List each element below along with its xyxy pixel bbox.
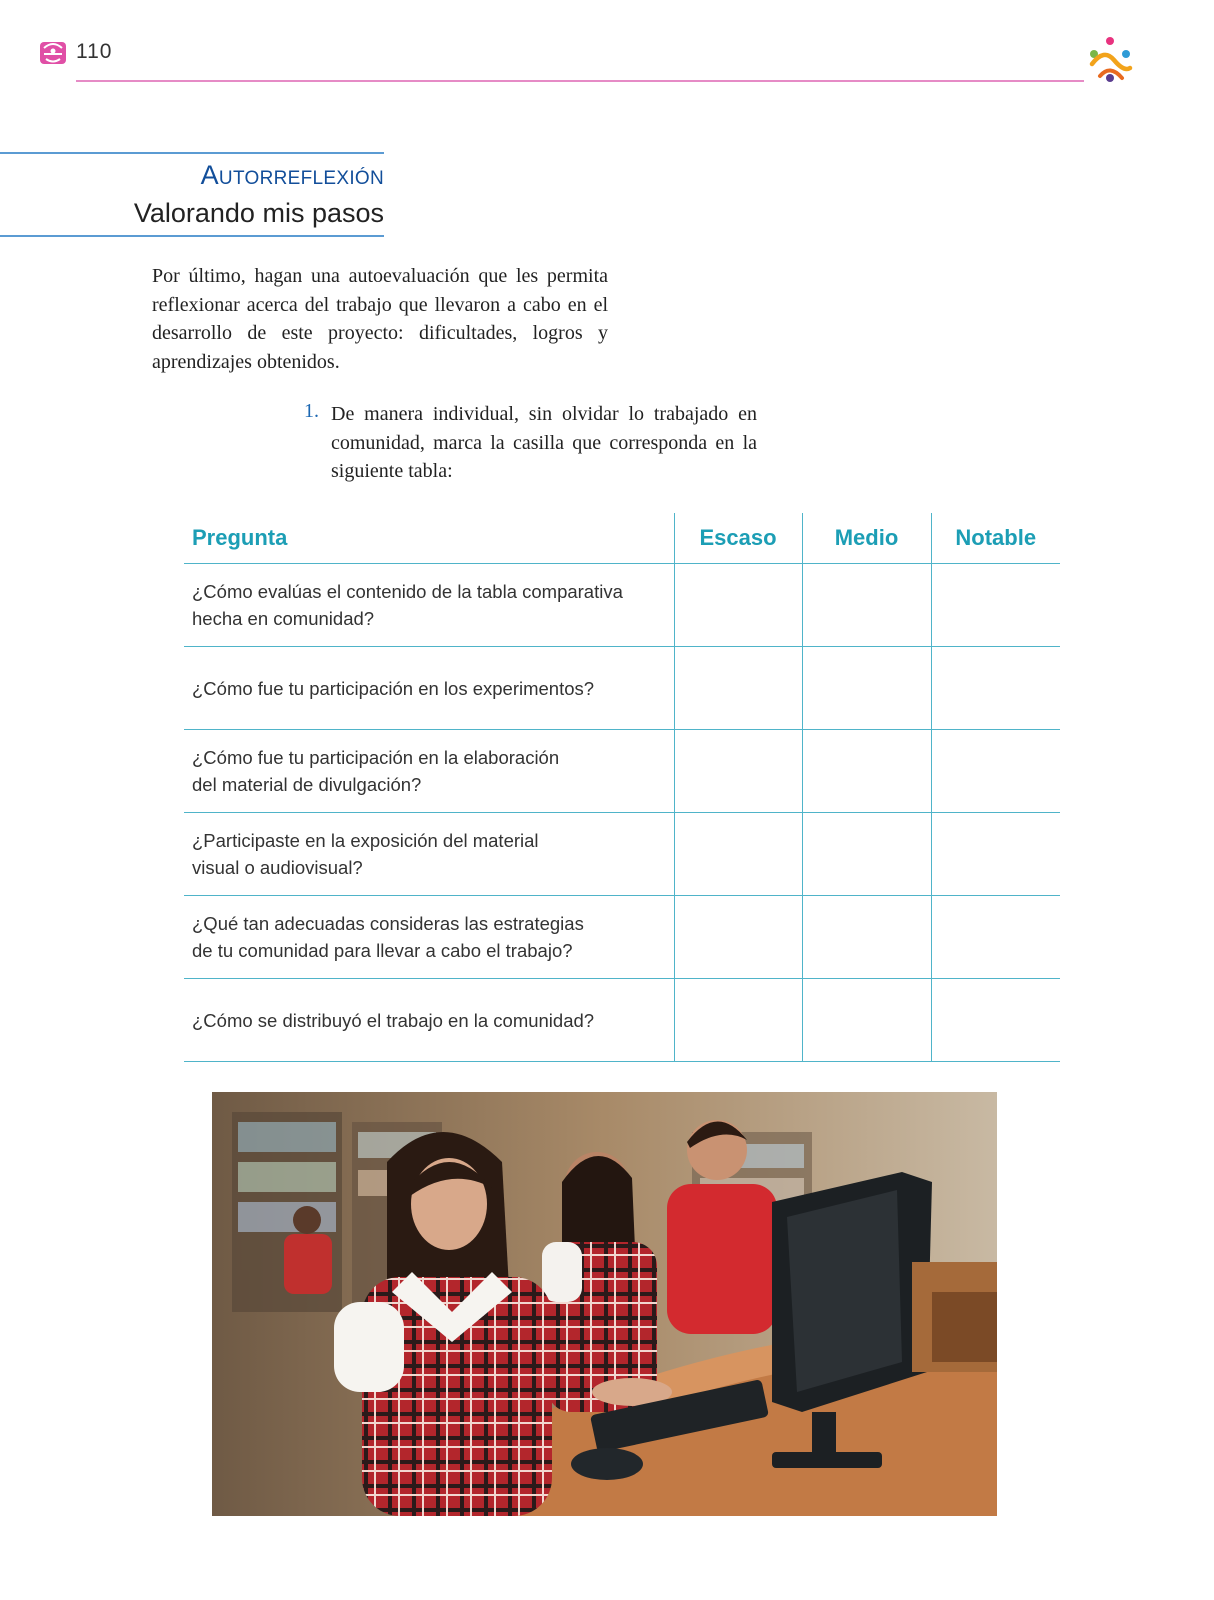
section-subtitle: Valorando mis pasos [133,198,384,228]
table-row [184,896,1060,979]
header-rule [76,80,1084,82]
header-escaso: Escaso [674,513,802,564]
medio-checkbox-cell[interactable] [802,564,931,647]
notable-checkbox-cell[interactable] [931,647,1060,730]
table-row [184,979,1060,1062]
table-row [184,647,1060,730]
colorful-dancing-figure-icon [1084,34,1136,86]
medio-checkbox-cell[interactable] [802,979,931,1062]
header-notable: Notable [931,513,1060,564]
escaso-checkbox-cell[interactable] [674,730,802,813]
question-cell: ¿Cómo evalúas el contenido de la tabla comparativa hecha en comunidad? [184,564,674,647]
table-row [184,730,1060,813]
notable-checkbox-cell[interactable] [931,979,1060,1062]
table-header-row [184,513,1060,564]
question-cell: ¿Cómo fue tu participación en los experimentos? [184,647,674,730]
step-number: 1. [304,400,319,422]
table-row [184,813,1060,896]
escaso-checkbox-cell[interactable] [674,564,802,647]
question-cell: ¿Cómo se distribuyó el trabajo en la comunidad? [184,979,674,1062]
students-computer-lab-photo [212,1092,997,1516]
question-cell: ¿Participaste en la exposición del material visual o audiovisual? [184,813,674,896]
table-row [184,564,1060,647]
self-evaluation-table [184,513,1060,1062]
title-rule-bottom [0,235,384,237]
page-number: 110 [76,40,113,63]
notable-checkbox-cell[interactable] [931,564,1060,647]
escaso-checkbox-cell[interactable] [674,813,802,896]
medio-checkbox-cell[interactable] [802,647,931,730]
medio-checkbox-cell[interactable] [802,896,931,979]
notable-checkbox-cell[interactable] [931,813,1060,896]
title-rule-top [0,152,384,154]
escaso-checkbox-cell[interactable] [674,647,802,730]
question-cell: ¿Cómo fue tu participación en la elaboración del material de divulgación? [184,730,674,813]
header-question: Pregunta [184,513,674,564]
question-cell: ¿Qué tan adecuadas consideras las estrategias de tu comunidad para llevar a cabo el trabajo? [184,896,674,979]
section-title: Autorreflexión [200,160,384,190]
notable-checkbox-cell[interactable] [931,730,1060,813]
escaso-checkbox-cell[interactable] [674,896,802,979]
medio-checkbox-cell[interactable] [802,813,931,896]
medio-checkbox-cell[interactable] [802,730,931,813]
pink-glyph-icon [38,38,68,68]
notable-checkbox-cell[interactable] [931,896,1060,979]
step-instruction: De manera individual, sin olvidar lo trabajado en comunidad, marca la casilla que corresponda en la siguiente tabla: [331,403,757,482]
escaso-checkbox-cell[interactable] [674,979,802,1062]
intro-paragraph: Por último, hagan una autoevaluación que les permita reflexionar acerca del trabajo que llevaron a cabo en el desarrollo de este proyecto: dificultades, logros y aprendizajes obtenidos. [152,265,608,373]
header-medio: Medio [802,513,931,564]
